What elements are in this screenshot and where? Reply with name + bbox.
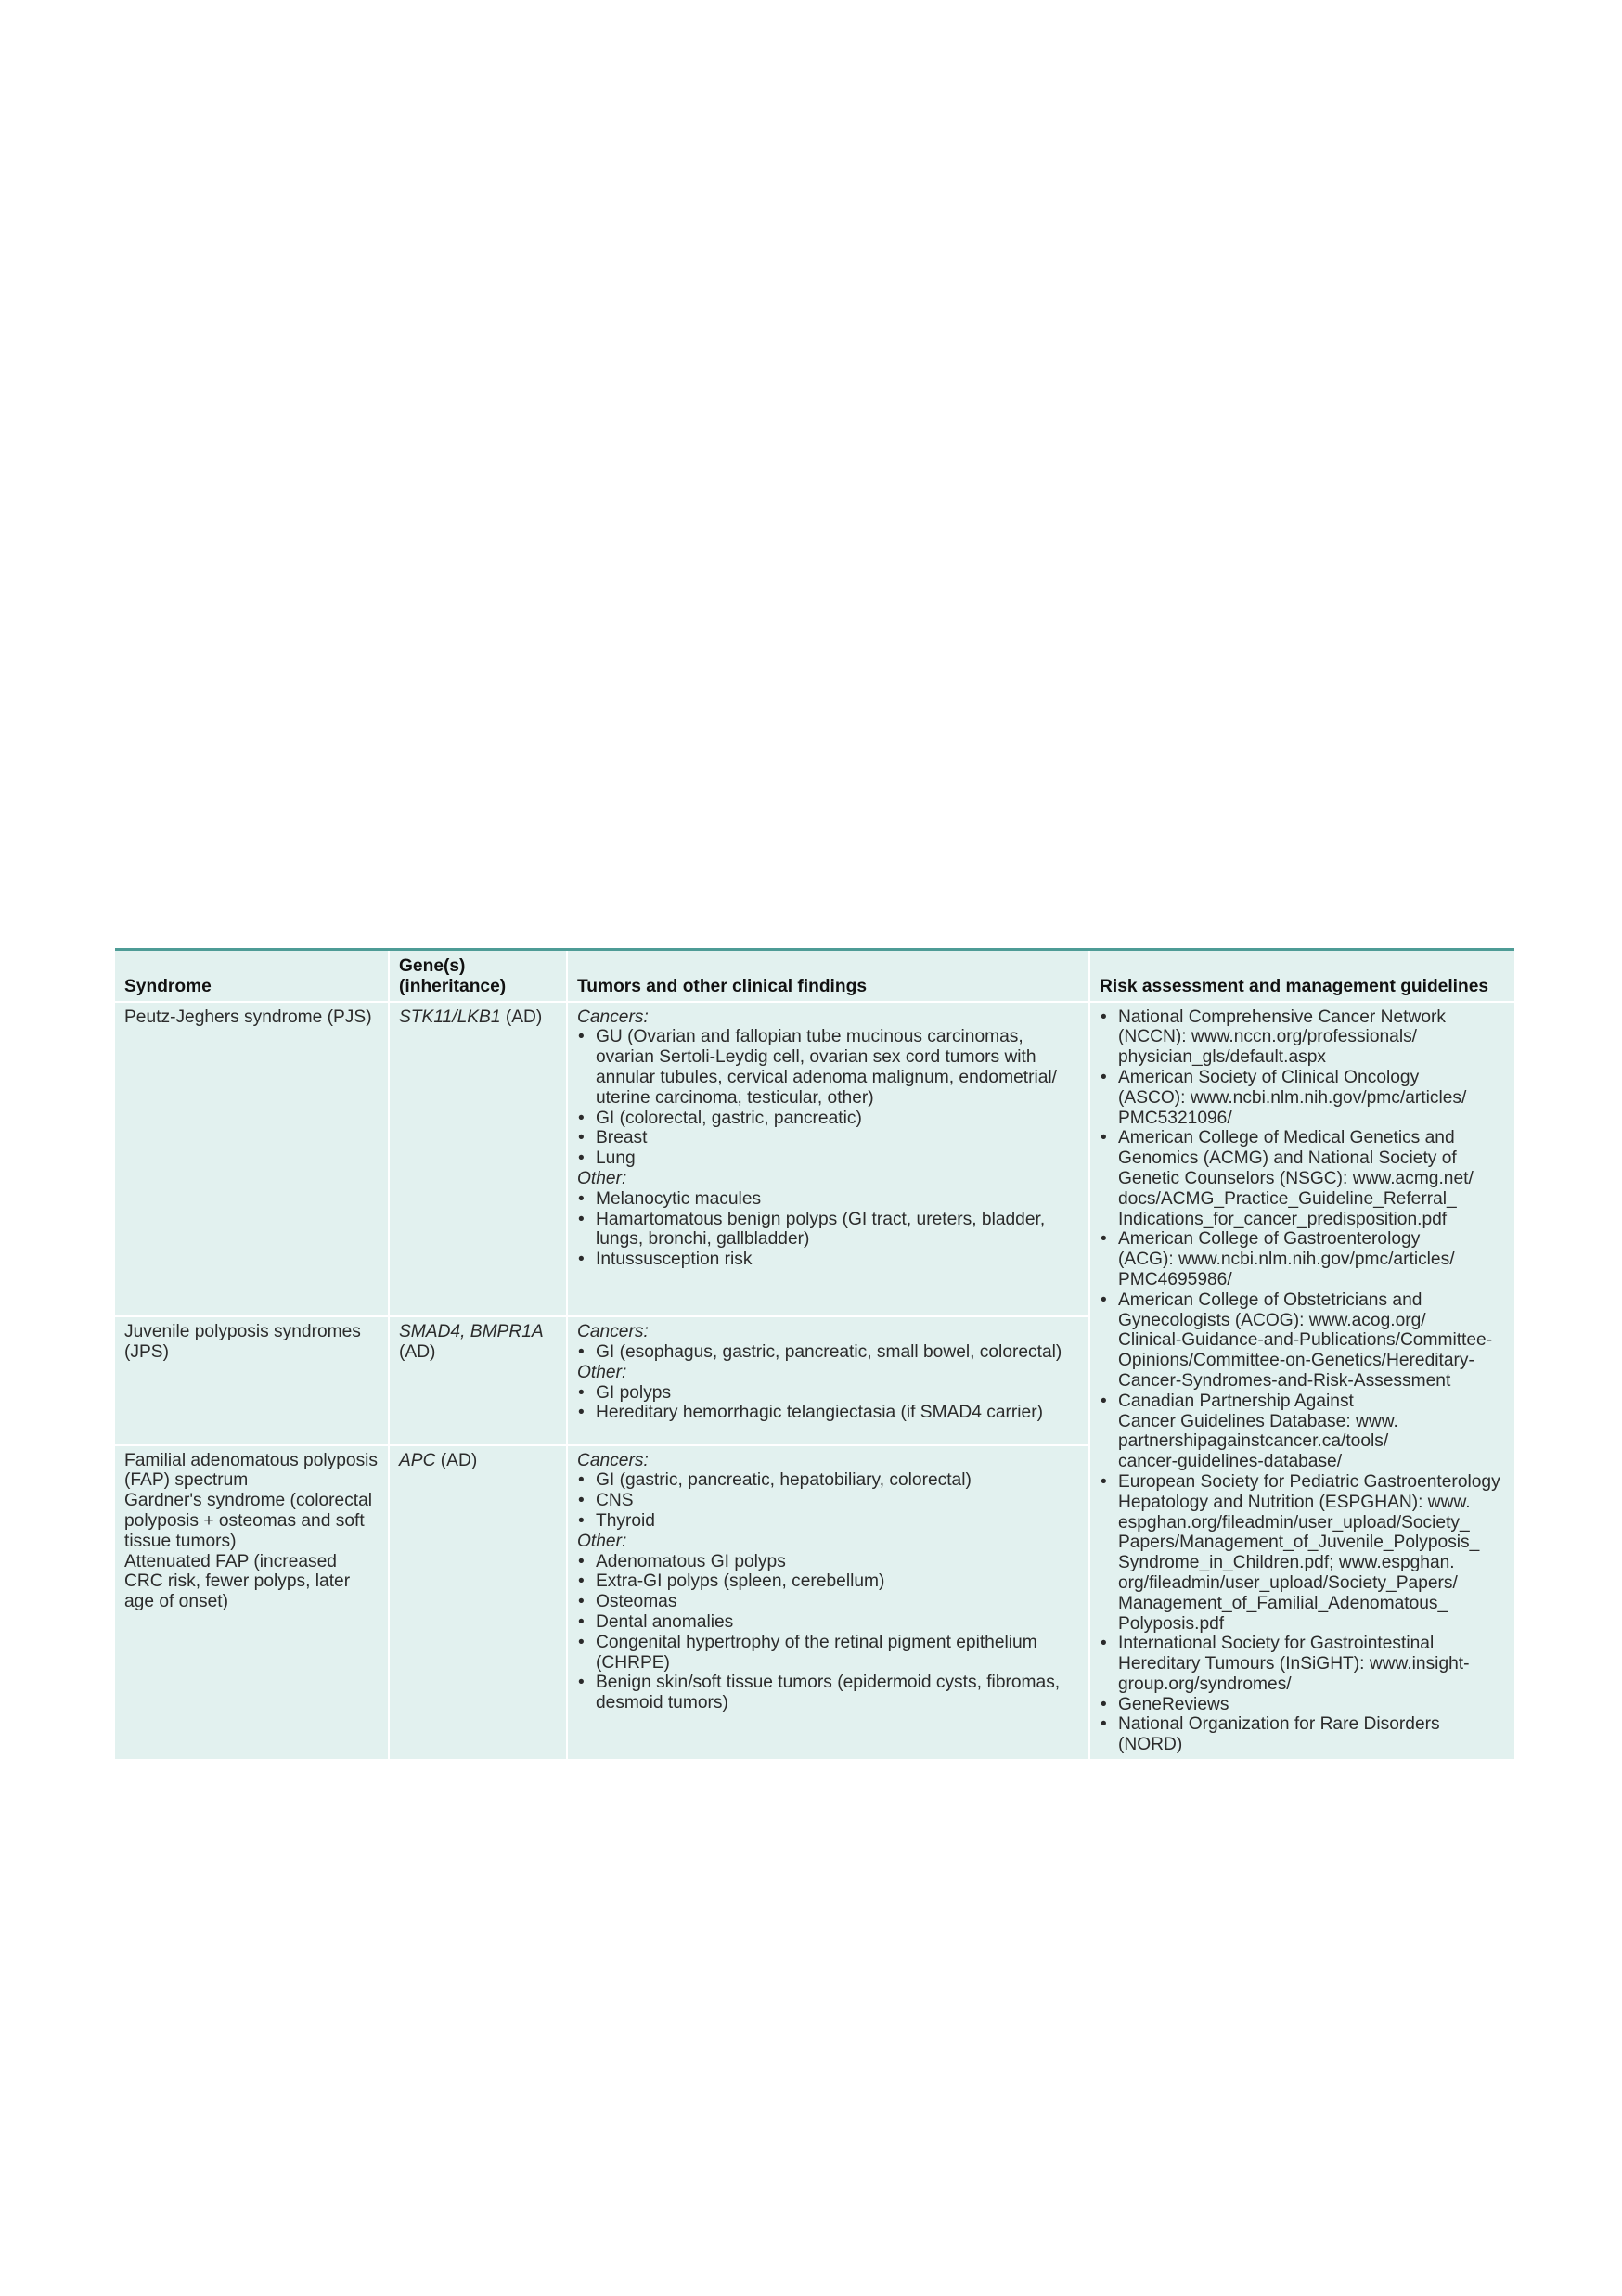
tumors-cell — [567, 1316, 1089, 1444]
cancers-label: Cancers: — [577, 1322, 649, 1342]
guideline-text: org/fileadmin/user_upload/Society_Papers/ — [1118, 1572, 1458, 1593]
syndrome-name: Juvenile polyposis syndromes (JPS) — [124, 1322, 361, 1362]
cancers-label: Cancers: — [577, 1007, 649, 1027]
guideline-text: group.org/syndromes/ — [1118, 1674, 1292, 1694]
list-item: • GU (Ovarian and fallopian tube mucinous carcinomas, ovarian Sertoli-Leydig cell, ovarian sex cord tumors with annular tubules, cervical adenoma malignum, endometrial/ uterine carcinoma, testicular, other) — [577, 1027, 1080, 1108]
gene-name: STK11/LKB1 — [399, 1007, 501, 1027]
header-syndrome: Syndrome — [115, 951, 389, 1002]
guideline-text: • American Society of Clinical Oncology — [1118, 1067, 1420, 1087]
guideline-text: Genomics (ACMG) and National Society of — [1118, 1148, 1457, 1169]
table-header-row — [115, 951, 1514, 1002]
guideline-text: Gynecologists (ACOG): www.acog.org/ — [1118, 1310, 1426, 1330]
guideline-text: Opinions/Committee-on-Genetics/Hereditary- — [1118, 1351, 1474, 1371]
guideline-text: PMC4695986/ — [1118, 1269, 1232, 1289]
guideline-text: • National Organization for Rare Disorders — [1118, 1714, 1440, 1735]
cancers-list — [577, 1027, 1080, 1169]
list-item: • GI (colorectal, gastric, pancreatic) — [577, 1109, 1080, 1129]
hereditary-syndromes-table — [115, 948, 1514, 1759]
guideline-text: (NORD) — [1118, 1735, 1183, 1755]
list-item: • Melanocytic macules — [577, 1189, 1080, 1210]
syndromes-table-grid — [115, 951, 1514, 1759]
header-genes-line1: Gene(s) — [399, 956, 466, 976]
guidelines-list — [1100, 1007, 1506, 1755]
guideline-text: docs/ACMG_Practice_Guideline_Referral_ — [1118, 1188, 1457, 1209]
list-item: • GI (gastric, pancreatic, hepatobiliary, colorectal) — [577, 1470, 1080, 1491]
list-item: • Breast — [577, 1128, 1080, 1148]
header-guidelines: Risk assessment and management guidelines — [1089, 951, 1514, 1002]
list-item: • GI polyps — [577, 1383, 1080, 1404]
guideline-text: Hepatology and Nutrition (ESPGHAN): www. — [1118, 1492, 1471, 1512]
guideline-item-insight — [1100, 1634, 1506, 1694]
guideline-text: partnershipagainstcancer.ca/tools/ — [1118, 1431, 1389, 1452]
list-item: • GI (esophagus, gastric, pancreatic, small bowel, colorectal) — [577, 1342, 1080, 1363]
guideline-text: • International Society for Gastrointestinal — [1118, 1634, 1435, 1654]
other-list — [577, 1189, 1080, 1270]
guideline-text: Management_of_Familial_Adenomatous_ — [1118, 1593, 1448, 1613]
gene-cell — [389, 1002, 567, 1317]
syndrome-name: Peutz-Jeghers syndrome (PJS) — [124, 1007, 372, 1027]
other-list — [577, 1552, 1080, 1713]
list-item: • Congenital hypertrophy of the retinal pigment epithelium (CHRPE) — [577, 1633, 1080, 1674]
guideline-text: Genetic Counselors (NSGC): www.acmg.net/ — [1118, 1168, 1474, 1188]
gene-cell — [389, 1316, 567, 1444]
cancers-list — [577, 1342, 1080, 1363]
guideline-item-acmg — [1100, 1128, 1506, 1229]
guideline-text: PMC5321096/ — [1118, 1108, 1232, 1128]
guideline-item-genereviews — [1100, 1695, 1506, 1715]
guideline-text: (ASCO): www.ncbi.nlm.nih.gov/pmc/articles/ — [1118, 1087, 1467, 1108]
syndrome-cell — [115, 1316, 389, 1444]
guideline-text: • European Society for Pediatric Gastroenterology — [1118, 1471, 1500, 1492]
guideline-text: physician_gls/default.aspx — [1118, 1047, 1326, 1068]
guideline-text: • American College of Obstetricians and — [1118, 1289, 1422, 1310]
guideline-text: • Canadian Partnership Against — [1118, 1391, 1354, 1411]
guideline-text: Cancer-Syndromes-and-Risk-Assessment — [1118, 1370, 1451, 1391]
guideline-text: Indications_for_cancer_predisposition.pdf — [1118, 1209, 1448, 1229]
inheritance: (AD) — [500, 1007, 543, 1027]
list-item: • Osteomas — [577, 1592, 1080, 1612]
guideline-text: Syndrome_in_Children.pdf; www.espghan. — [1118, 1553, 1455, 1573]
list-item: • Thyroid — [577, 1511, 1080, 1532]
syndrome-cell — [115, 1002, 389, 1317]
gene-name: SMAD4, BMPR1A — [399, 1322, 544, 1342]
syndrome-cell — [115, 1445, 389, 1759]
list-item: • Benign skin/soft tissue tumors (epidermoid cysts, fibromas, desmoid tumors) — [577, 1673, 1080, 1713]
guideline-item-nccn — [1100, 1007, 1506, 1068]
guideline-text: Papers/Management_of_Juvenile_Polyposis_ — [1118, 1533, 1480, 1553]
list-item: • Adenomatous GI polyps — [577, 1552, 1080, 1572]
guideline-item-cpac — [1100, 1392, 1506, 1472]
list-item: • Dental anomalies — [577, 1612, 1080, 1633]
guideline-text: (ACG): www.ncbi.nlm.nih.gov/pmc/articles/ — [1118, 1250, 1455, 1270]
syndrome-variant: Attenuated FAP (increased CRC risk, fewer polyps, later age of onset) — [124, 1551, 351, 1612]
guideline-text: Polyposis.pdf — [1118, 1613, 1225, 1634]
guideline-text: cancer-guidelines-database/ — [1118, 1452, 1343, 1472]
guideline-text: espghan.org/fileadmin/user_upload/Society_ — [1118, 1512, 1470, 1533]
guideline-text: • National Comprehensive Cancer Network — [1118, 1007, 1446, 1027]
guideline-text: • GeneReviews — [1118, 1694, 1229, 1714]
guideline-item-espghan — [1100, 1472, 1506, 1634]
header-tumors: Tumors and other clinical findings — [567, 951, 1089, 1002]
tumors-cell — [567, 1002, 1089, 1317]
header-genes-line2: (inheritance) — [399, 976, 507, 996]
guideline-text: Cancer Guidelines Database: www. — [1118, 1411, 1398, 1431]
gene-name: APC — [399, 1450, 436, 1470]
list-item: • Intussusception risk — [577, 1250, 1080, 1270]
cancers-label: Cancers: — [577, 1450, 649, 1470]
other-label: Other: — [577, 1168, 627, 1188]
gene-cell — [389, 1445, 567, 1759]
list-item: • CNS — [577, 1491, 1080, 1511]
tumors-cell — [567, 1445, 1089, 1759]
guideline-text: • American College of Medical Genetics and — [1118, 1128, 1455, 1148]
guideline-item-asco — [1100, 1068, 1506, 1128]
header-genes — [389, 951, 567, 1002]
list-item: • Lung — [577, 1148, 1080, 1169]
list-item: • Hereditary hemorrhagic telangiectasia (if SMAD4 carrier) — [577, 1403, 1080, 1423]
guideline-text: • American College of Gastroenterology — [1118, 1229, 1421, 1250]
guidelines-cell — [1089, 1002, 1514, 1759]
guideline-text: (NCCN): www.nccn.org/professionals/ — [1118, 1027, 1418, 1047]
guideline-text: Clinical-Guidance-and-Publications/Committee- — [1118, 1330, 1493, 1351]
guideline-text: Hereditary Tumours (InSiGHT): www.insight- — [1118, 1654, 1470, 1674]
inheritance: (AD) — [435, 1450, 478, 1470]
cancers-list — [577, 1470, 1080, 1531]
syndrome-name: Familial adenomatous polyposis (FAP) spectrum — [124, 1450, 379, 1491]
syndrome-variant: Gardner's syndrome (colorectal polyposis + osteomas and soft tissue tumors) — [124, 1491, 373, 1551]
other-label: Other: — [577, 1531, 627, 1551]
list-item: • Hamartomatous benign polyps (GI tract, ureters, bladder, lungs, bronchi, gallbladder) — [577, 1210, 1080, 1251]
inheritance: (AD) — [399, 1341, 436, 1362]
other-list — [577, 1383, 1080, 1424]
table-row-pjs — [115, 1002, 1514, 1317]
guideline-item-acg — [1100, 1229, 1506, 1289]
guideline-item-acog — [1100, 1290, 1506, 1392]
guideline-item-nord — [1100, 1714, 1506, 1755]
list-item: • Extra-GI polyps (spleen, cerebellum) — [577, 1571, 1080, 1592]
other-label: Other: — [577, 1362, 627, 1382]
